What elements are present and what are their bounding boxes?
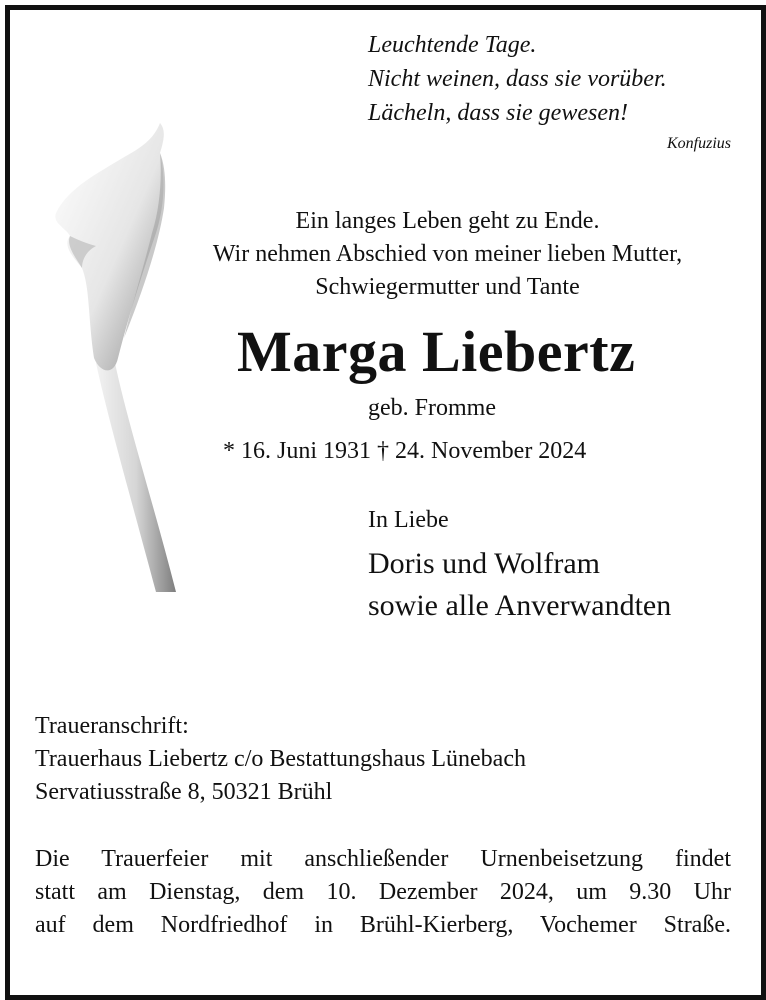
signature-intro: In Liebe xyxy=(368,507,449,533)
intro-line: Ein langes Leben geht zu Ende. xyxy=(295,208,600,234)
address-label: Traueranschrift: xyxy=(35,713,189,739)
life-dates: * 16. Juni 1931 † 24. November 2024 xyxy=(223,438,587,464)
maiden-name: geb. Fromme xyxy=(368,395,496,421)
signature-line: sowie alle Anverwandten xyxy=(368,589,672,622)
ceremony-block xyxy=(35,843,731,942)
signature-block xyxy=(368,543,671,627)
intro-line: Wir nehmen Abschied von meiner lieben Mutter, xyxy=(212,241,683,267)
intro-block xyxy=(150,205,745,304)
ceremony-line: auf dem Nordfriedhof in Brühl-Kierberg, Vochemer Straße. xyxy=(35,912,731,938)
address-line: Trauerhaus Liebertz c/o Bestattungshaus Lünebach xyxy=(35,746,526,772)
quote-block xyxy=(368,28,667,130)
quote-author: Konfuzius xyxy=(666,135,731,152)
intro-line: Schwiegermutter und Tante xyxy=(315,274,580,300)
ceremony-line: Die Trauerfeier mit anschließender Urnenbeisetzung findet xyxy=(35,846,731,872)
calla-lily-image xyxy=(48,118,188,598)
signature-line: Doris und Wolfram xyxy=(368,547,601,580)
address-block xyxy=(35,710,526,809)
quote-line: Lächeln, dass sie gewesen! xyxy=(368,100,628,126)
deceased-name: Marga Liebertz xyxy=(237,319,636,384)
quote-line: Leuchtende Tage. xyxy=(368,32,537,58)
ceremony-line: statt am Dienstag, dem 10. Dezember 2024, um 9.30 Uhr xyxy=(35,879,731,905)
quote-line: Nicht weinen, dass sie vorüber. xyxy=(368,66,667,92)
address-line: Servatiusstraße 8, 50321 Brühl xyxy=(35,779,333,805)
